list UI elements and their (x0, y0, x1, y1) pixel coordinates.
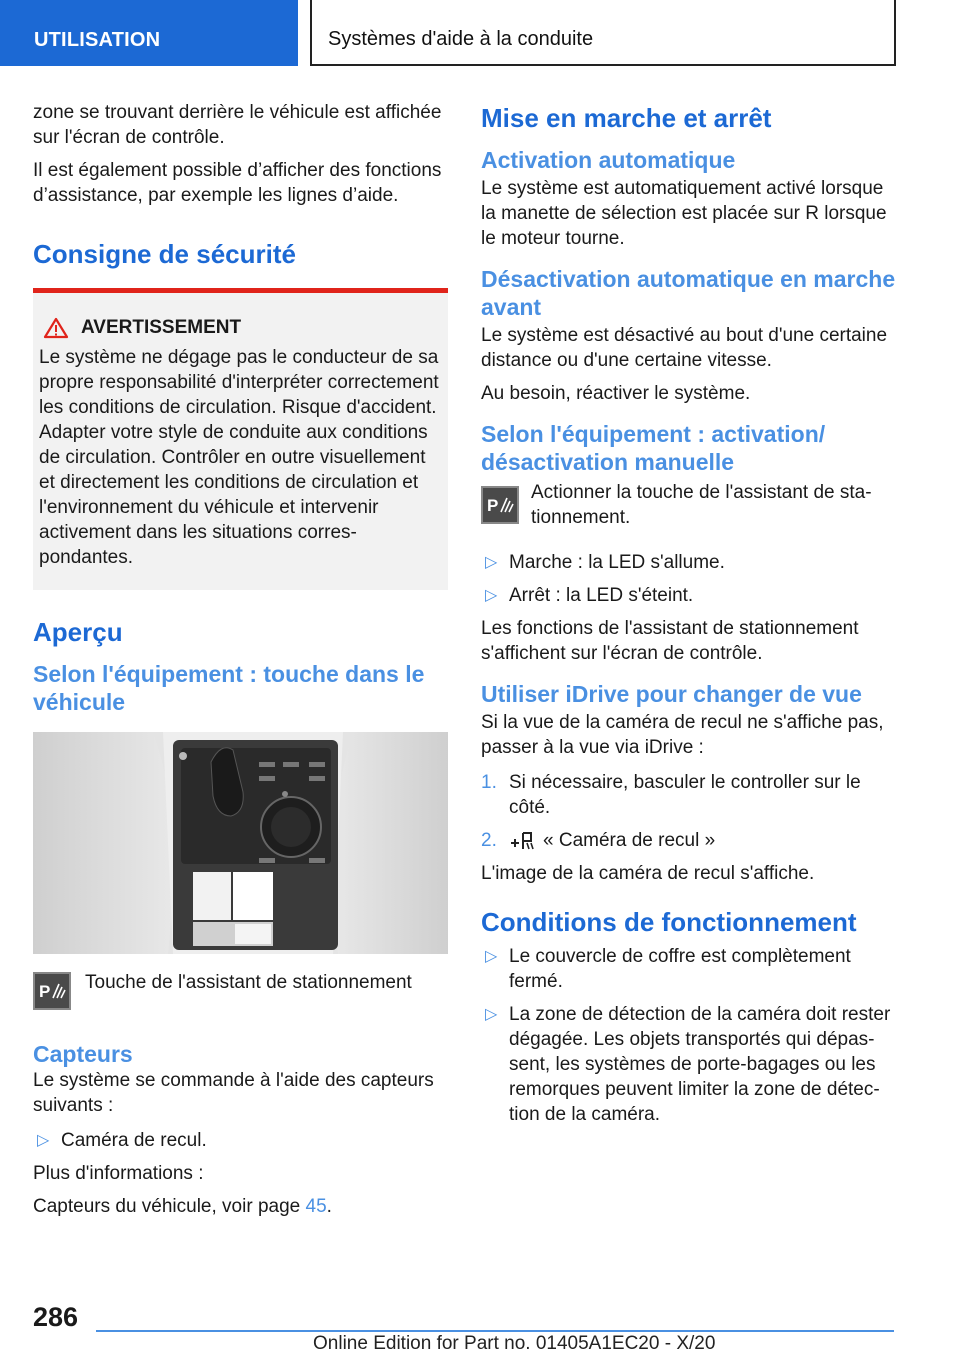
warning-title-row (39, 317, 440, 339)
list-item: ▷ Le couvercle de coffre est complètement fermé. (481, 944, 896, 994)
list-item: ▷ Arrêt : la LED s'éteint. (481, 583, 896, 608)
step-number: 1. (481, 772, 497, 793)
image-text: L'image de la caméra de recul s'affiche. (481, 863, 815, 884)
console-illustration (33, 732, 448, 954)
safety-heading: Consigne de sécurité (33, 239, 296, 269)
parking-button-caption-row (33, 972, 448, 1010)
warning-box (33, 288, 448, 590)
intro-paragraph-2: Il est également possible d’afficher des fonctions d’assistance, par exemple les lignes d’aide. (33, 160, 442, 206)
page-link[interactable]: 45 (305, 1196, 327, 1217)
parking-button-caption: Touche de l'assistant de stationnement (85, 972, 412, 993)
svg-text:P: P (39, 982, 51, 1001)
right-column (481, 102, 896, 1127)
sensors-bullet-text: Caméra de recul. (61, 1130, 207, 1151)
center-console-photo (33, 732, 448, 954)
auto-off-text: Le système est désactivé au bout d'une certaine distance ou d'une certaine vitesse. (481, 325, 888, 371)
auto-on-text: Le système est automatiquement activé lorsque la manette de sélection est placée sur R lorsque le moteur tourne. (481, 178, 887, 249)
triangle-bullet-icon: ▷ (485, 1006, 498, 1023)
intro-paragraph-1: zone se trouvant derrière le véhicule est affichée sur l'écran de contrôle. (33, 102, 442, 148)
functions-text: Les fonctions de l'assistant de stationnement s'affichent sur l'écran de contrôle. (481, 618, 859, 664)
triangle-bullet-icon: ▷ (485, 554, 498, 571)
triangle-bullet-icon: ▷ (485, 948, 498, 965)
page-number: 286 (33, 1302, 79, 1332)
manual-heading: Selon l'équipement : activation/ désactivation manuelle (481, 421, 826, 475)
manual-instruction-row (481, 482, 896, 530)
more-info: Plus d'informations : (33, 1163, 204, 1184)
equipment-heading: Selon l'équipement : touche dans le véhicule (33, 661, 425, 715)
header-section (0, 0, 298, 66)
idrive-text: Si la vue de la caméra de recul ne s'affiche pas, passer à la vue via iDrive : (481, 712, 884, 758)
rear-camera-icon (509, 829, 535, 851)
reactivate-text: Au besoin, réactiver le système. (481, 383, 751, 404)
idrive-heading: Utiliser iDrive pour changer de vue (481, 681, 862, 707)
triangle-bullet-icon: ▷ (485, 587, 498, 604)
auto-on-heading: Activation automatique (481, 147, 736, 173)
list-item: ▷ La zone de détection de la caméra doit rester dégagée. Les objets transportés qui dépassent, les systèmes de porte-bagages ou les remorques peuvent limiter la zone de détection de la caméra. (481, 1002, 896, 1127)
svg-text:P: P (487, 496, 499, 515)
footer-edition: Online Edition for Part no. 01405A1EC20 - X/20 (313, 1333, 716, 1354)
sensors-text: Le système se commande à l'aide des capteurs suivants : (33, 1070, 434, 1116)
see-page: Capteurs du véhicule, voir page 45. (33, 1196, 332, 1217)
warning-title: AVERTISSEMENT (81, 317, 242, 338)
header-section-label: UTILISATION (34, 29, 161, 51)
left-column (33, 100, 448, 1219)
list-item (33, 1128, 448, 1153)
list-item: 2. « Caméra de recul » (481, 830, 716, 851)
parking-assistant-icon (33, 972, 71, 1010)
list-item: ▷ Marche : la LED s'allume. (481, 550, 896, 575)
onoff-heading: Mise en marche et arrêt (481, 103, 772, 133)
footer-divider (96, 1330, 894, 1332)
header-chapter-label: Systèmes d'aide à la conduite (328, 28, 594, 50)
triangle-bullet-icon: ▷ (37, 1132, 50, 1149)
list-item: 1. Si nécessaire, basculer le controller sur le côté. (481, 772, 861, 818)
step-number: 2. (481, 830, 497, 851)
manual-text: Actionner la touche de l'assistant de stationnement. (531, 482, 872, 528)
warning-triangle-icon (43, 317, 69, 339)
sensors-heading: Capteurs (33, 1041, 133, 1067)
auto-off-heading: Désactivation automatique en marche avant (481, 266, 896, 320)
header-chapter (310, 0, 896, 66)
overview-heading: Aperçu (33, 617, 123, 647)
conditions-heading: Conditions de fonctionnement (481, 907, 857, 937)
parking-assistant-icon (481, 486, 519, 524)
warning-text: Le système ne dégage pas le conducteur de sa propre responsabilité d'interpréter correctement les conditions de circulation. Risque d'accident. Adapter votre style de conduite aux conditions de circulation. Contrôler en outre visuellement et directement les conditions de circulation et l'environnement du véhicule et intervenir activement dans les situations correspondantes. (39, 347, 439, 568)
